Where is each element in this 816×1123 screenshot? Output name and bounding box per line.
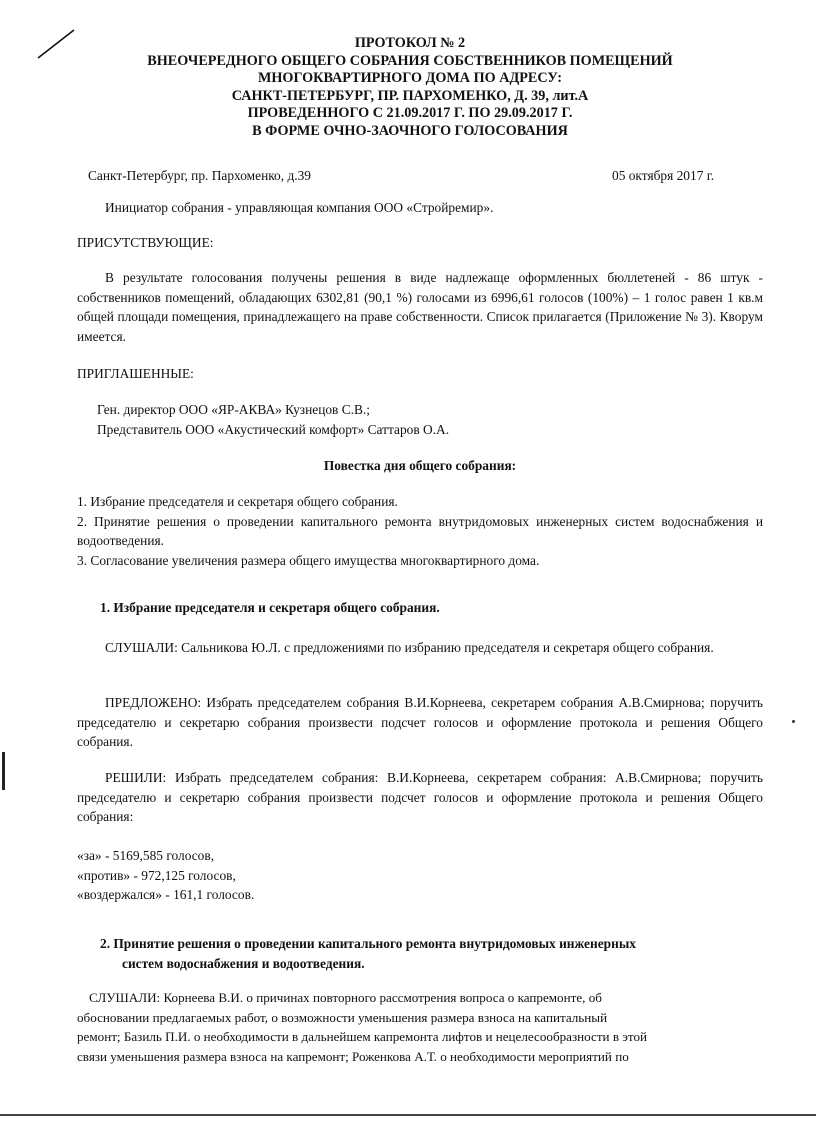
- section2-heard: [77, 988, 763, 1066]
- document-title: [60, 35, 760, 141]
- section2-heard-line: ремонт; Базиль П.И. о необходимости в дальнейшем капремонта лифтов и нецелесообразности в этой: [77, 1029, 648, 1045]
- section1-decided: РЕШИЛИ: Избрать председателем собрания: В.И.Корнеева, секретарем собрания: А.В.Смирнова; поручить председателю и секретарю собрания произвести подсчет голосов и оформление протокола и решения Общего собрания:: [77, 770, 763, 825]
- title-line: ПРОТОКОЛ № 2: [354, 35, 466, 51]
- section1-heard: СЛУШАЛИ: Сальникова Ю.Л. с предложениями по избранию председателя и секретаря общего собрания.: [105, 640, 714, 655]
- invited-item: Представитель ООО «Акустический комфорт» Саттаров О.А.: [97, 421, 450, 437]
- agenda-item: 1. Избрание председателя и секретаря общего собрания.: [77, 494, 398, 509]
- section2-title-line: систем водоснабжения и водоотведения.: [122, 955, 365, 971]
- section2-heard-line: СЛУШАЛИ: Корнеева В.И. о причинах повторного рассмотрения вопроса о капремонте, об: [89, 990, 602, 1005]
- present-label: ПРИСУТСТВУЮЩИЕ:: [77, 235, 214, 250]
- scan-speck: [792, 720, 795, 723]
- vote-abstained: «воздержался» - 161,1 голосов.: [77, 887, 255, 903]
- section2-title: [100, 934, 636, 973]
- vote-against: «против» - 972,125 голосов,: [77, 867, 236, 883]
- agenda-item: 3. Согласование увеличения размера общего имущества многоквартирного дома.: [77, 552, 540, 568]
- section2-title-line: 2. Принятие решения о проведении капитального ремонта внутридомовых инженерных: [100, 936, 636, 951]
- invited-item: Ген. директор ООО «ЯР-АКВА» Кузнецов С.В.;: [97, 402, 371, 417]
- document-date: 05 октября 2017 г.: [612, 168, 715, 183]
- initiator-text: Инициатор собрания - управляющая компания ООО «Стройремир».: [105, 200, 494, 215]
- agenda-list: [77, 492, 763, 570]
- title-line: В ФОРМЕ ОЧНО-ЗАОЧНОГО ГОЛОСОВАНИЯ: [252, 122, 568, 139]
- agenda-item: 2. Принятие решения о проведении капитального ремонта внутридомовых инженерных систем водоснабжения и водоотведения.: [77, 513, 763, 549]
- invited-list: [97, 400, 449, 439]
- section1-title: 1. Избрание председателя и секретаря общего собрания.: [100, 600, 440, 615]
- section2-heard-line: обосновании предлагаемых работ, о возможности уменьшения размера взноса на капитальный: [77, 1009, 608, 1025]
- invited-label: ПРИГЛАШЕННЫЕ:: [77, 366, 194, 381]
- section1-votes: [77, 846, 254, 905]
- section1-proposed: ПРЕДЛОЖЕНО: Избрать председателем собрания В.И.Корнеева, секретарем собрания А.В.Смирнова; поручить председателю и секретарю собрания произвести подсчет голосов и оформление протокола и решения Общего собрания.: [77, 695, 763, 750]
- title-line: ВНЕОЧЕРЕДНОГО ОБЩЕГО СОБРАНИЯ СОБСТВЕННИКОВ ПОМЕЩЕНИЙ: [147, 52, 673, 69]
- scan-bottom-edge: [0, 1114, 816, 1116]
- scan-margin-mark: [2, 752, 5, 790]
- vote-for: «за» - 5169,585 голосов,: [77, 848, 215, 863]
- title-line: САНКТ-ПЕТЕРБУРГ, ПР. ПАРХОМЕНКО, Д. 39, лит.А: [231, 87, 589, 104]
- agenda-title: Повестка дня общего собрания:: [323, 458, 517, 473]
- title-line: МНОГОКВАРТИРНОГО ДОМА ПО АДРЕСУ:: [258, 70, 562, 87]
- present-text: В результате голосования получены решения в виде надлежаще оформленных бюллетеней - 86 штук - собственников помещений, обладающих 6302,81 (90,1 %) голосами из 6996,61 голосов (100%) – 1 голос равен 1 кв.м общей площади помещения, принадлежащего на праве собственности. Список прилагается (Приложение № 3). Кворум имеется.: [77, 270, 763, 344]
- section2-heard-line: связи уменьшения размера взноса на капремонт; Роженкова А.Т. о необходимости мероприятий по: [77, 1048, 629, 1064]
- meeting-place: Санкт-Петербург, пр. Пархоменко, д.39: [88, 168, 311, 183]
- title-line: ПРОВЕДЕННОГО С 21.09.2017 Г. ПО 29.09.2017 Г.: [247, 105, 573, 122]
